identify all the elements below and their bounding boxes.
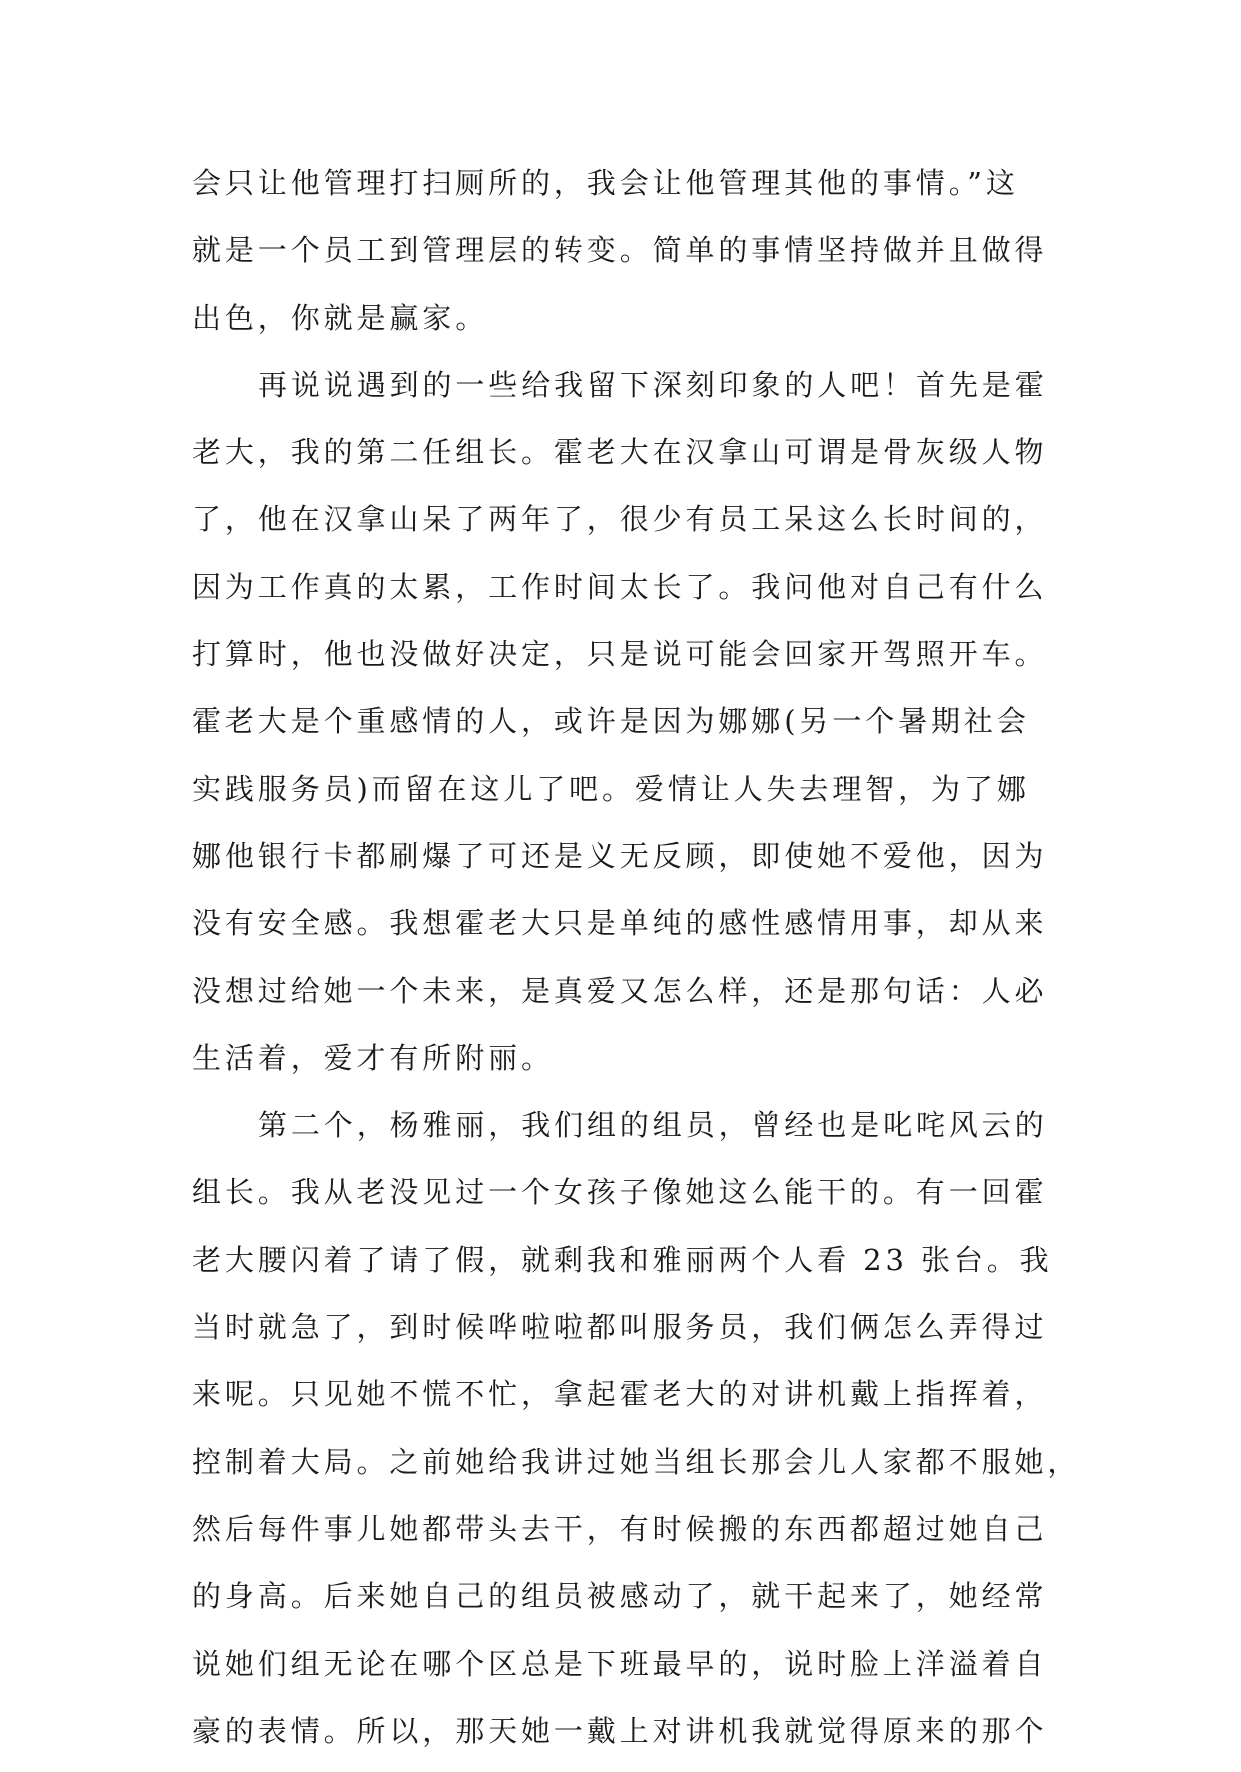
text-line: 霍老大是个重感情的人，或许是因为娜娜(另一个暑期社会: [192, 704, 1030, 739]
text-line: 老大腰闪着了请了假，就剩我和雅丽两个人看 23 张台。我: [192, 1242, 1053, 1277]
text-line: 组长。我从老没见过一个女孩子像她这么能干的。有一回霍: [192, 1175, 1048, 1210]
text-line: 因为工作真的太累，工作时间太长了。我问他对自己有什么: [192, 569, 1048, 604]
text-line: 豪的表情。所以，那天她一戴上对讲机我就觉得原来的那个: [192, 1713, 1048, 1748]
paragraph-first-line: 第二个，杨雅丽，我们组的组员，曾经也是叱咤风云的: [258, 1108, 1048, 1143]
text-line: 会只让他管理打扫厕所的，我会让他管理其他的事情。”这: [192, 166, 1019, 200]
text-line: 然后每件事儿她都带头去干，有时候搬的东西都超过她自己: [192, 1511, 1048, 1546]
text-line: 老大，我的第二任组长。霍老大在汉拿山可谓是骨灰级人物: [192, 435, 1048, 470]
text-line: 就是一个员工到管理层的转变。简单的事情坚持做并且做得: [192, 233, 1048, 268]
text-line: 没有安全感。我想霍老大只是单纯的感性感情用事，却从来: [192, 906, 1048, 941]
text-line: 当时就急了，到时候哗啦啦都叫服务员，我们俩怎么弄得过: [192, 1310, 1048, 1345]
text-line: 生活着，爱才有所附丽。: [192, 1040, 554, 1075]
text-line: 的身高。后来她自己的组员被感动了，就干起来了，她经常: [192, 1579, 1048, 1614]
paragraph-first-line: 再说说遇到的一些给我留下深刻印象的人吧！首先是霍: [258, 367, 1048, 402]
text-line: 来呢。只见她不慌不忙，拿起霍老大的对讲机戴上指挥着，: [192, 1377, 1048, 1412]
text-line: 娜他银行卡都刷爆了可还是义无反顾，即使她不爱他，因为: [192, 838, 1048, 873]
text-line: 说她们组无论在哪个区总是下班最早的，说时脸上洋溢着自: [192, 1646, 1048, 1681]
text-line: 没想过给她一个未来，是真爱又怎么样，还是那句话：人必: [192, 973, 1048, 1008]
document-body: [192, 157, 1081, 1772]
text-line: 了，他在汉拿山呆了两年了，很少有员工呆这么长时间的，: [192, 502, 1048, 537]
text-line: 打算时，他也没做好决定，只是说可能会回家开驾照开车。: [192, 637, 1048, 672]
text-line: 实践服务员)而留在这儿了吧。爱情让人失去理智，为了娜: [192, 771, 1030, 806]
text-line: 出色，你就是赢家。: [192, 300, 489, 335]
text-line: 控制着大局。之前她给我讲过她当组长那会儿人家都不服她，: [192, 1444, 1081, 1479]
